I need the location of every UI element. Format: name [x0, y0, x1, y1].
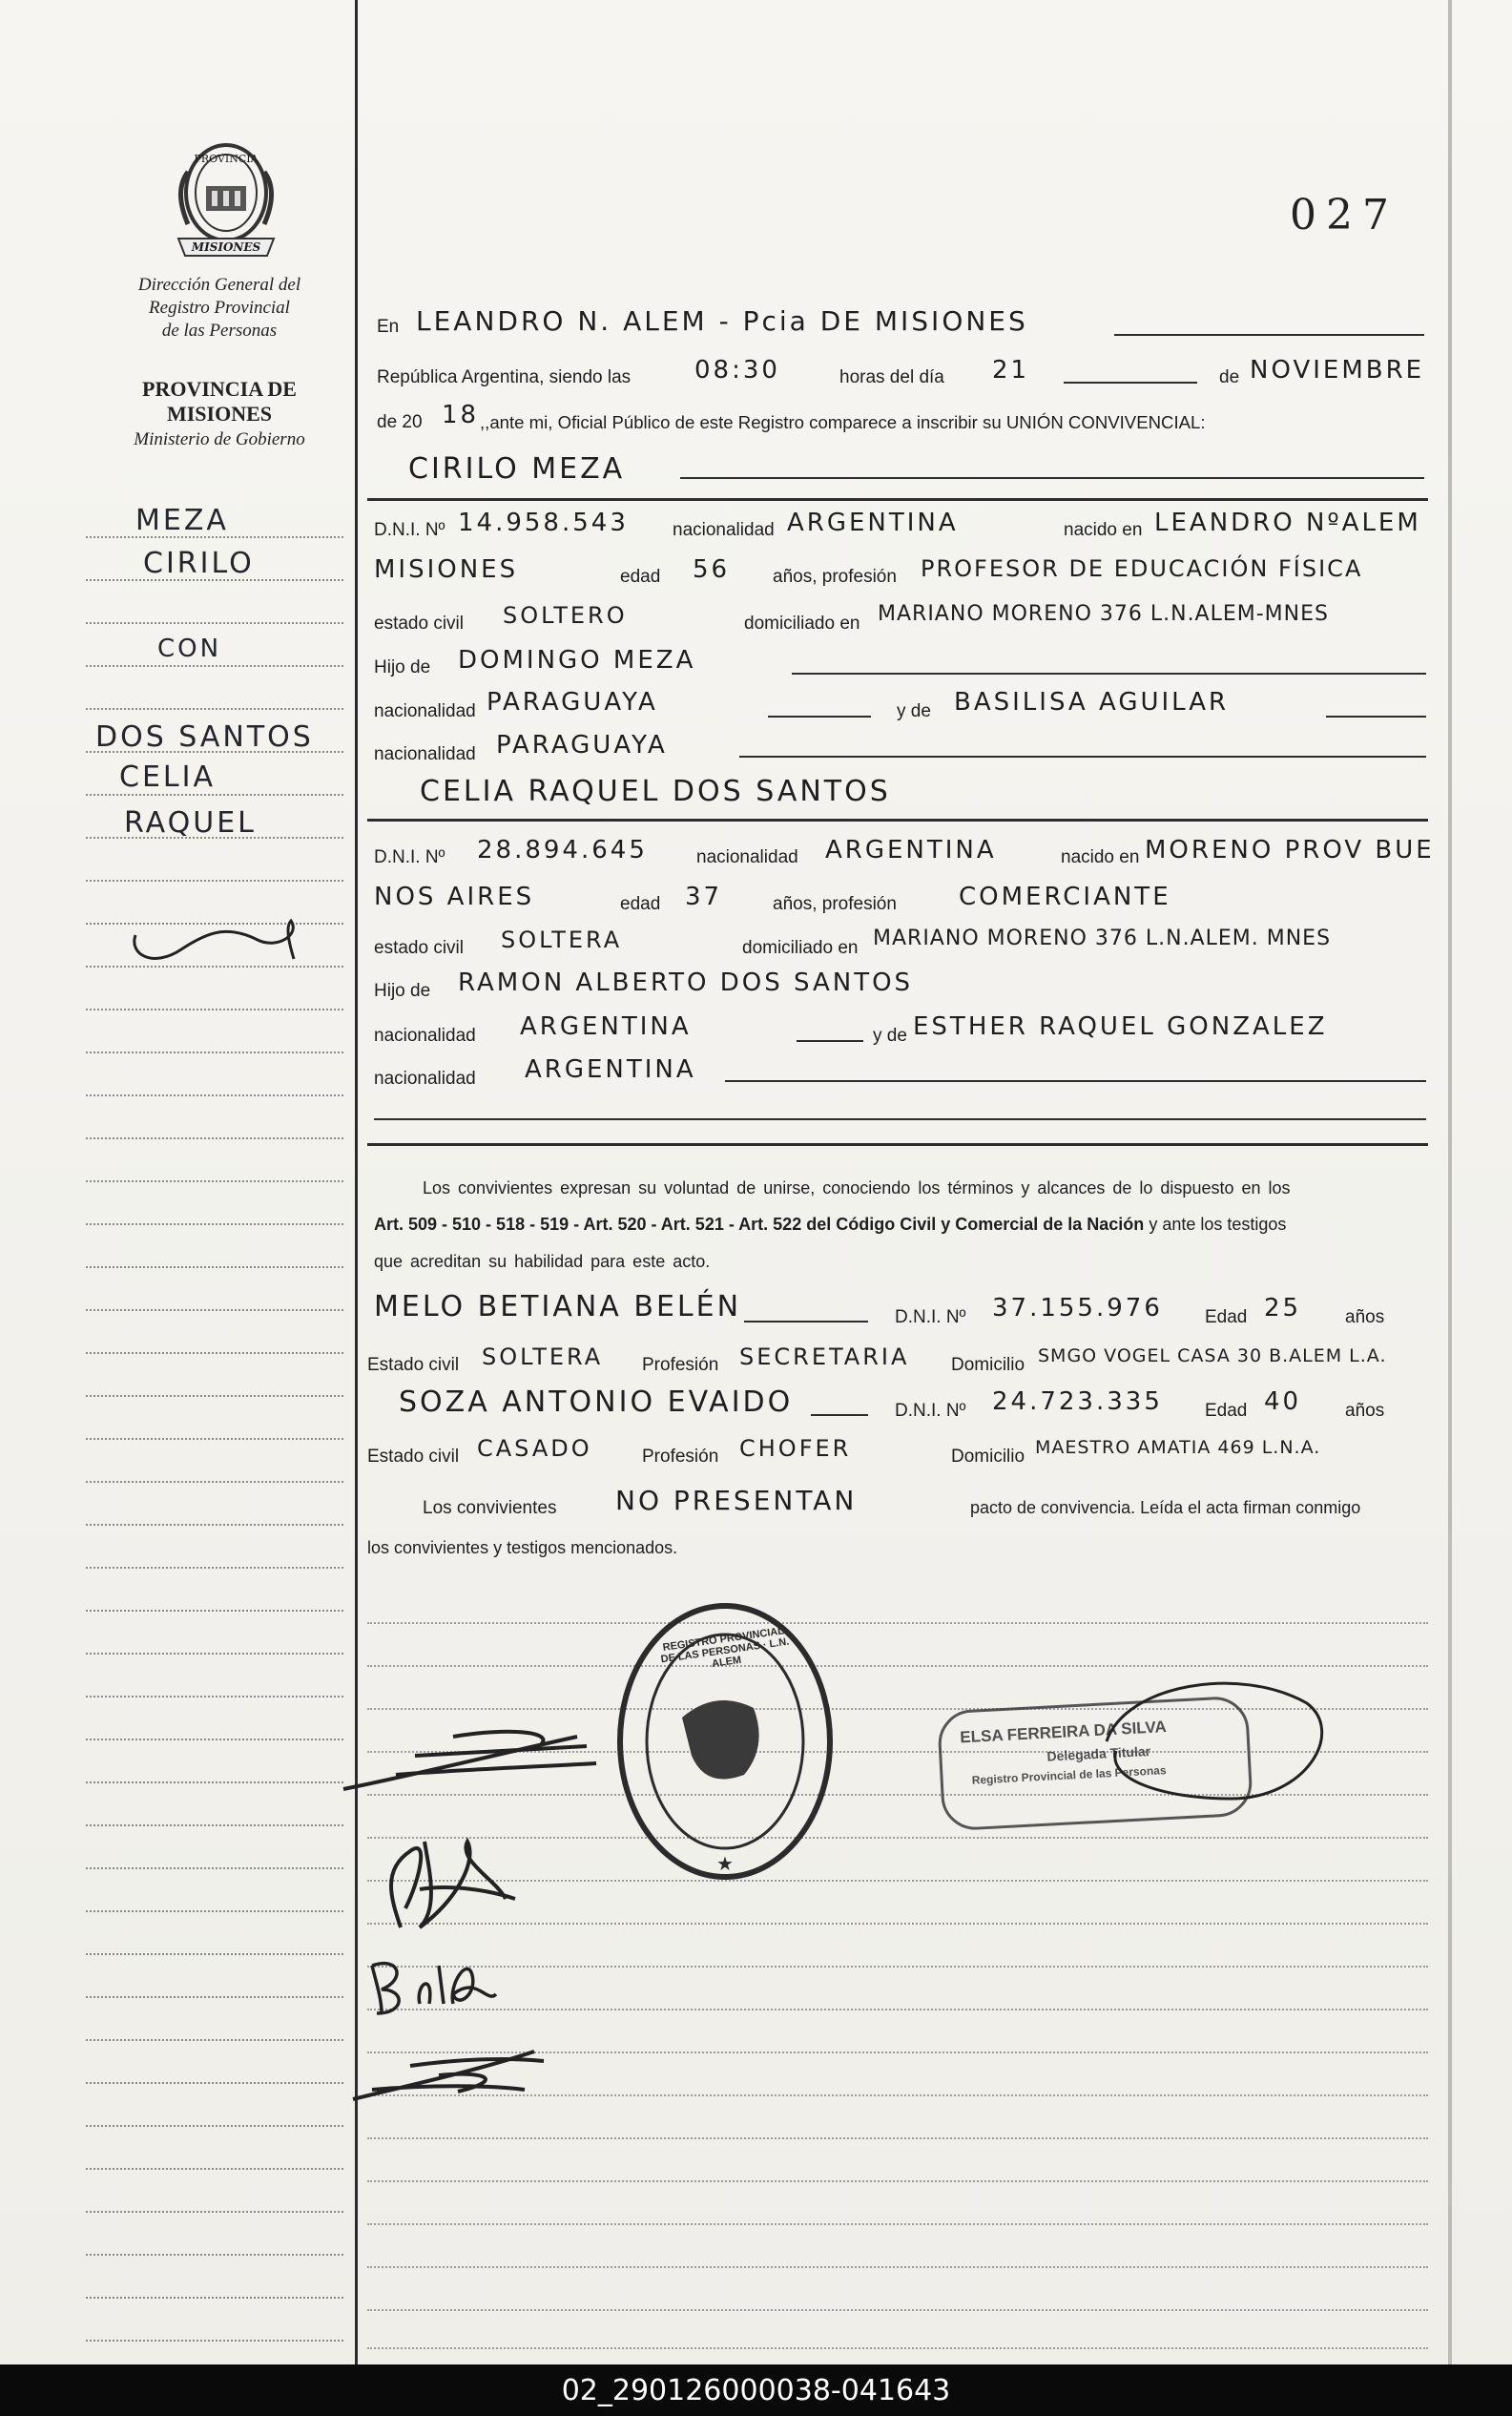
rule-p1-mnat — [739, 756, 1426, 758]
w1-dni-label: D.N.I. Nº — [895, 1307, 966, 1327]
w2-dni: 24.723.335 — [992, 1387, 1163, 1416]
p2-nationality: ARGENTINA — [825, 836, 997, 864]
p1-mother-nat: PARAGUAYA — [496, 731, 668, 760]
act-day: 21 — [992, 356, 1030, 385]
p1-civil-label: estado civil — [374, 614, 464, 634]
rule-w1-name — [744, 1321, 868, 1323]
w1-age: 25 — [1264, 1294, 1302, 1323]
margin-note-surname-2: DOS SANTOS — [95, 720, 314, 754]
dept-line-1: Dirección General del — [137, 275, 301, 295]
p1-mother-nat-label: nacionalidad — [374, 744, 476, 764]
official-title: Delegada Titular — [1046, 1742, 1151, 1764]
pact-value: NO PRESENTAN — [615, 1485, 858, 1516]
w1-dom-label: Domicilio — [951, 1355, 1025, 1375]
declaration-line-2-rest: y ante los testigos — [1149, 1215, 1287, 1234]
declaration-articles: Art. 509 - 510 - 518 - 519 - Art. 520 - Art. 521 - Art. 522 del Código Civil y Comercial de la Nación — [374, 1215, 1145, 1234]
p1-hijo-label: Hijo de — [374, 657, 431, 677]
declaration-line-2 — [374, 1215, 1286, 1235]
hours-label: horas del día — [839, 367, 944, 387]
province-line-2: MISIONES — [166, 402, 273, 426]
crest-banner-text: MISIONES — [191, 240, 261, 254]
p2-hijo-label: Hijo de — [374, 981, 431, 1001]
w2-profession: CHOFER — [739, 1435, 852, 1462]
rule-section-3 — [367, 1143, 1428, 1146]
p2-nat-label: nacionalidad — [696, 847, 798, 867]
rule-p1-mother — [1326, 716, 1426, 718]
w1-domicile: SMGO VOGEL CASA 30 B.ALEM L.A. — [1038, 1345, 1387, 1366]
intro-text: ,,ante mi, Oficial Público de este Registro comparece a inscribir su UNIÓN CONVIVENCIAL: — [480, 412, 1206, 432]
official-office: Registro Provincial de las Personas — [971, 1763, 1167, 1787]
w2-prof-label: Profesión — [642, 1447, 719, 1467]
p2-born-label: nacido en — [1061, 847, 1140, 867]
page-number: 027 — [1290, 191, 1398, 240]
crest-top-text: PROVINCIA — [194, 153, 259, 165]
witness1-name: MELO BETIANA BELÉN — [374, 1290, 742, 1323]
closing-text: los convivientes y testigos mencionados. — [367, 1538, 678, 1557]
act-month: NOVIEMBRE — [1250, 356, 1425, 385]
rule-p2-blank — [374, 1118, 1426, 1120]
w1-dni: 37.155.976 — [992, 1294, 1163, 1323]
p2-domicile: MARIANO MORENO 376 L.N.ALEM. MNES — [873, 927, 1332, 950]
p2-age-label: edad — [620, 894, 661, 914]
right-edge — [1448, 0, 1452, 2364]
p2-born-cont: NOS AIRES — [374, 883, 535, 911]
footer-bar — [0, 2364, 1512, 2416]
p1-domicile: MARIANO MORENO 376 L.N.ALEM-MNES — [878, 602, 1329, 626]
p1-nationality: ARGENTINA — [787, 509, 959, 537]
signature-3-icon — [362, 1937, 515, 2023]
svg-text:★: ★ — [716, 1854, 734, 1875]
p2-mother-nat: ARGENTINA — [525, 1055, 696, 1084]
w2-civil-label: Estado civil — [367, 1447, 460, 1467]
p2-mother-nat-label: nacionalidad — [374, 1069, 476, 1089]
person2-name: CELIA RAQUEL DOS SANTOS — [420, 775, 891, 808]
declaration-line-3: que acreditan su habilidad para este acto. — [374, 1252, 711, 1271]
p2-civil-label: estado civil — [374, 938, 464, 958]
official-signature-icon — [1087, 1665, 1336, 1818]
rule-w2-name — [811, 1414, 868, 1416]
w1-civil: SOLTERA — [482, 1343, 604, 1370]
month-label: de — [1219, 367, 1240, 387]
w1-civil-label: Estado civil — [367, 1355, 460, 1375]
p2-civil: SOLTERA — [501, 927, 623, 953]
w2-domicile: MAESTRO AMATIA 469 L.N.A. — [1035, 1437, 1321, 1458]
p2-profession: COMERCIANTE — [959, 883, 1171, 911]
p2-prof-label: años, profesión — [773, 894, 897, 914]
p2-dni: 28.894.645 — [477, 836, 648, 864]
w1-profession: SECRETARIA — [739, 1343, 910, 1370]
margin-note-surname: MEZA — [135, 504, 229, 537]
rule-p1-name — [680, 477, 1424, 479]
province-line-1: PROVINCIA DE — [142, 377, 297, 401]
pact-suffix: pacto de convivencia. Leída el acta firman conmigo — [970, 1498, 1361, 1517]
w1-prof-label: Profesión — [642, 1355, 719, 1375]
rule-p1-fnat — [768, 716, 871, 718]
p2-mother: ESTHER RAQUEL GONZALEZ — [913, 1012, 1328, 1041]
p2-born: MORENO PROV BUE — [1145, 836, 1435, 864]
p2-dom-label: domiciliado en — [742, 938, 859, 958]
dept-line-3: de las Personas — [161, 321, 278, 341]
p1-yde-label: y de — [897, 701, 931, 721]
witness2-name: SOZA ANTONIO EVAIDO — [399, 1385, 794, 1419]
declaration-line-1: Los convivientes expresan su voluntad de unirse, conociendo los términos y alcances de lo dispuesto en los — [423, 1178, 1291, 1198]
p1-mother: BASILISA AGUILAR — [954, 688, 1230, 717]
ministry: Ministerio de Gobierno — [134, 429, 305, 449]
margin-note-firstname-2: CELIA — [119, 760, 216, 794]
p1-age-label: edad — [620, 567, 661, 587]
w2-dom-label: Domicilio — [951, 1447, 1025, 1467]
w2-civil: CASADO — [477, 1435, 592, 1462]
act-place: LEANDRO N. ALEM - Pcia DE MISIONES — [416, 305, 1028, 337]
footer-code: 02_290126000038-041643 — [561, 2374, 951, 2407]
p1-father-nat: PARAGUAYA — [487, 688, 658, 717]
margin-note-middlename-2: RAQUEL — [124, 806, 257, 840]
p1-nat-label: nacionalidad — [673, 520, 775, 540]
p1-born-cont: MISIONES — [374, 555, 519, 584]
signature-2-icon — [362, 1822, 534, 1947]
en-label: En — [377, 317, 400, 337]
signature-4-icon — [343, 2032, 563, 2118]
rule-p2-mnat — [725, 1080, 1426, 1082]
p2-father: RAMON ALBERTO DOS SANTOS — [458, 968, 914, 997]
w2-years-label: años — [1345, 1401, 1385, 1421]
margin-divider — [355, 0, 358, 2364]
p1-born-label: nacido en — [1064, 520, 1143, 540]
margin-signature-icon — [124, 916, 315, 973]
rule-day — [1064, 382, 1197, 384]
p2-dni-label: D.N.I. Nº — [374, 847, 445, 867]
rule-section-2 — [367, 819, 1428, 822]
year-prefix: de 20 — [377, 412, 423, 432]
rule-p2-fnat — [797, 1040, 863, 1042]
p1-profession: PROFESOR DE EDUCACIÓN FÍSICA — [921, 555, 1363, 582]
p1-father: DOMINGO MEZA — [458, 646, 696, 675]
rule-section-1 — [367, 498, 1428, 501]
w2-age-label: Edad — [1205, 1401, 1248, 1421]
margin-note-firstname: CIRILO — [143, 547, 255, 580]
p1-father-nat-label: nacionalidad — [374, 701, 476, 721]
republic-label: República Argentina, siendo las — [377, 367, 632, 387]
p2-age: 37 — [685, 883, 723, 911]
p2-father-nat: ARGENTINA — [520, 1012, 692, 1041]
margin-note-con: CON — [157, 635, 222, 663]
rule-p1-father — [792, 673, 1426, 675]
p1-born: LEANDRO NºALEM — [1154, 509, 1421, 537]
pact-prefix: Los convivientes — [423, 1498, 557, 1518]
rule-place — [1114, 334, 1424, 336]
p1-dni: 14.958.543 — [458, 509, 629, 537]
w1-age-label: Edad — [1205, 1307, 1248, 1327]
official-name: ELSA FERREIRA DA SILVA — [959, 1718, 1168, 1747]
act-time: 08:30 — [694, 356, 780, 385]
p1-dom-label: domiciliado en — [744, 614, 860, 634]
dept-line-2: Registro Provincial — [149, 298, 290, 318]
p1-age: 56 — [693, 555, 731, 584]
w2-dni-label: D.N.I. Nº — [895, 1401, 966, 1421]
p2-yde-label: y de — [873, 1026, 907, 1046]
round-seal-text: REGISTRO PROVINCIAL DE LAS PERSONAS · L.N. ALEM — [659, 1625, 791, 1670]
signature-1-icon — [339, 1718, 625, 1803]
w1-years-label: años — [1345, 1307, 1385, 1327]
p1-dni-label: D.N.I. Nº — [374, 520, 445, 540]
p2-father-nat-label: nacionalidad — [374, 1026, 476, 1046]
p1-civil: SOLTERO — [503, 602, 628, 629]
p1-prof-label: años, profesión — [773, 567, 897, 587]
person1-name: CIRILO MEZA — [408, 452, 626, 486]
act-year: 18 — [442, 401, 480, 429]
w2-age: 40 — [1264, 1387, 1302, 1416]
